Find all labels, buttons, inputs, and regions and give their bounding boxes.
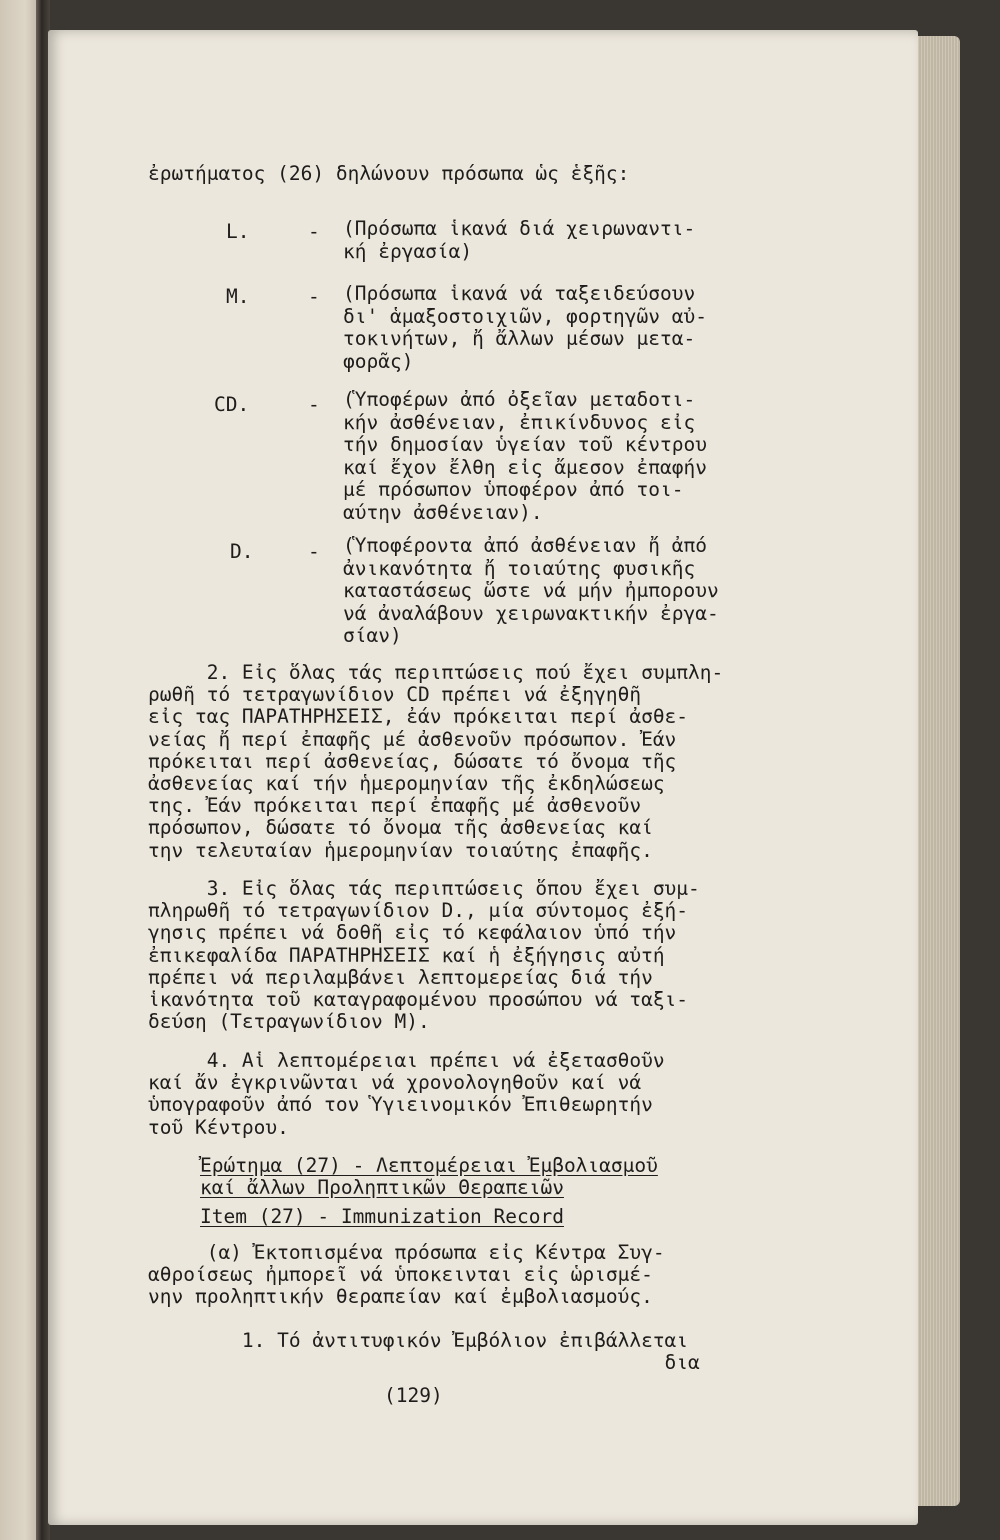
paragraph-2: 2. Εἰς ὅλας τάς περιπτώσεις πού ἔχει συμπλη- ρωθῆ τό τετραγωνίδιον CD πρέπει νά ἐξηγηθῆ εἰς τας ΠΑΡΑΤΗΡΗΣΕΙΣ, ἐάν πρόκειται περί ἀσθε- νείας ἤ περί ἐπαφῆς μέ ἀσθενοῦν πρόσωπον. Ἐάν πρόκειται περί ἀσθενείας, δώσατε τό ὄνομα τῆς ἀσθενείας καί τήν ἡμερομηνίαν τῆς ἐκδηλώσεως της. Ἐάν πρόκειται περί ἐπαφῆς μέ ἀσθενοῦν πρόσωπον, δώσατε τό ὄνομα τῆς ἀσθενείας καί την τελευταίαν ἡμερομηνίαν τοιαύτης ἐπαφῆς.	[148, 661, 724, 862]
code-text-d: (Ὑποφέροντα ἀπό ἀσθένειαν ἤ ἀπό ἀνικανότητα ἤ τοιαύτης φυσικῆς καταστάσεως ὥστε νά μήν ἠμπορουν νά ἀναλάβουν χειρωνακτικήν ἐργα- σίαν)	[343, 534, 719, 647]
code-label-cd: CD.	[214, 393, 250, 416]
paragraph-a: (α) Ἐκτοπισμένα πρόσωπα εἰς Κέντρα Συγ- αθροίσεως ἠμπορεῖ νά ὑποκεινται εἰς ὡρισμέ- νην προληπτικήν θεραπείαν καί ἐμβολιασμούς.	[148, 1241, 665, 1309]
code-dash-cd: -	[308, 393, 320, 416]
code-label-l: L.	[226, 220, 250, 243]
code-dash-m: -	[308, 285, 320, 308]
section-heading-english: Item (27) - Immunization Record	[200, 1205, 564, 1228]
section-heading-greek: Ἐρώτημα (27) - Λεπτομέρειαι Ἐμβολιασμοῦ καί ἄλλων Προληπτικῶν Θεραπειῶν	[200, 1154, 658, 1199]
code-text-m: (Πρόσωπα ἱκανά νά ταξειδεύσουν δι' ἁμαξοστοιχιῶν, φορτηγῶν αὐ- τοκινήτων, ἤ ἄλλων μέσων μετα- φορᾶς)	[343, 282, 707, 373]
code-label-d: D.	[230, 540, 254, 563]
intro-line: ἐρωτήματος (26) δηλώνουν πρόσωπα ὡς ἑξῆς:	[148, 162, 630, 185]
paragraph-1: 1. Τό ἀντιτυφικόν Ἐμβόλιον ἐπιβάλλεται δια	[241, 1329, 700, 1375]
paragraph-3: 3. Εἰς ὅλας τάς περιπτώσεις ὅπου ἔχει συμ- πληρωθῆ τό τετραγωνίδιον D., μία σύντομος ἐξή- γησις πρέπει νά δοθῆ εἰς τό κεφάλαιον ὑπό τήν ἐπικεφαλίδα ΠΑΡΑΤΗΡΗΣΕΙΣ καί ἡ ἐξήγησις αὐτή πρέπει νά περιλαμβάνει λεπτομερείας διά τήν ἱκανότητα τοῦ καταγραφομένου προσώπου νά ταξι- δεύση (Τετραγωνίδιον M).	[148, 877, 700, 1034]
code-text-l: (Πρόσωπα ἱκανά διά χειρωναντι- κή ἐργασία)	[343, 217, 696, 263]
paragraph-4: 4. Αἱ λεπτομέρειαι πρέπει νά ἐξετασθοῦν καί ἄν ἐγκρινῶνται νά χρονολογηθοῦν καί νά ὑπογραφοῦν ἀπό τον Ὑγιεινομικόν Ἐπιθεωρητήν τοῦ Κέντρου.	[148, 1049, 665, 1139]
code-text-cd: (Ὑποφέρων ἀπό ὀξεῖαν μεταδοτι- κήν ἀσθένειαν, ἐπικίνδυνος εἰς τήν δημοσίαν ὑγείαν τοῦ κέντρου καί ἔχον ἔλθη εἰς ἄμεσον ἐπαφήν μέ πρόσωπον ὑποφέρον ἀπό τοι- αύτην ἀσθένειαν).	[343, 388, 707, 524]
page-number: (129)	[384, 1384, 443, 1407]
code-dash-l: -	[308, 220, 320, 243]
code-label-m: M.	[226, 285, 250, 308]
code-dash-d: -	[308, 540, 320, 563]
